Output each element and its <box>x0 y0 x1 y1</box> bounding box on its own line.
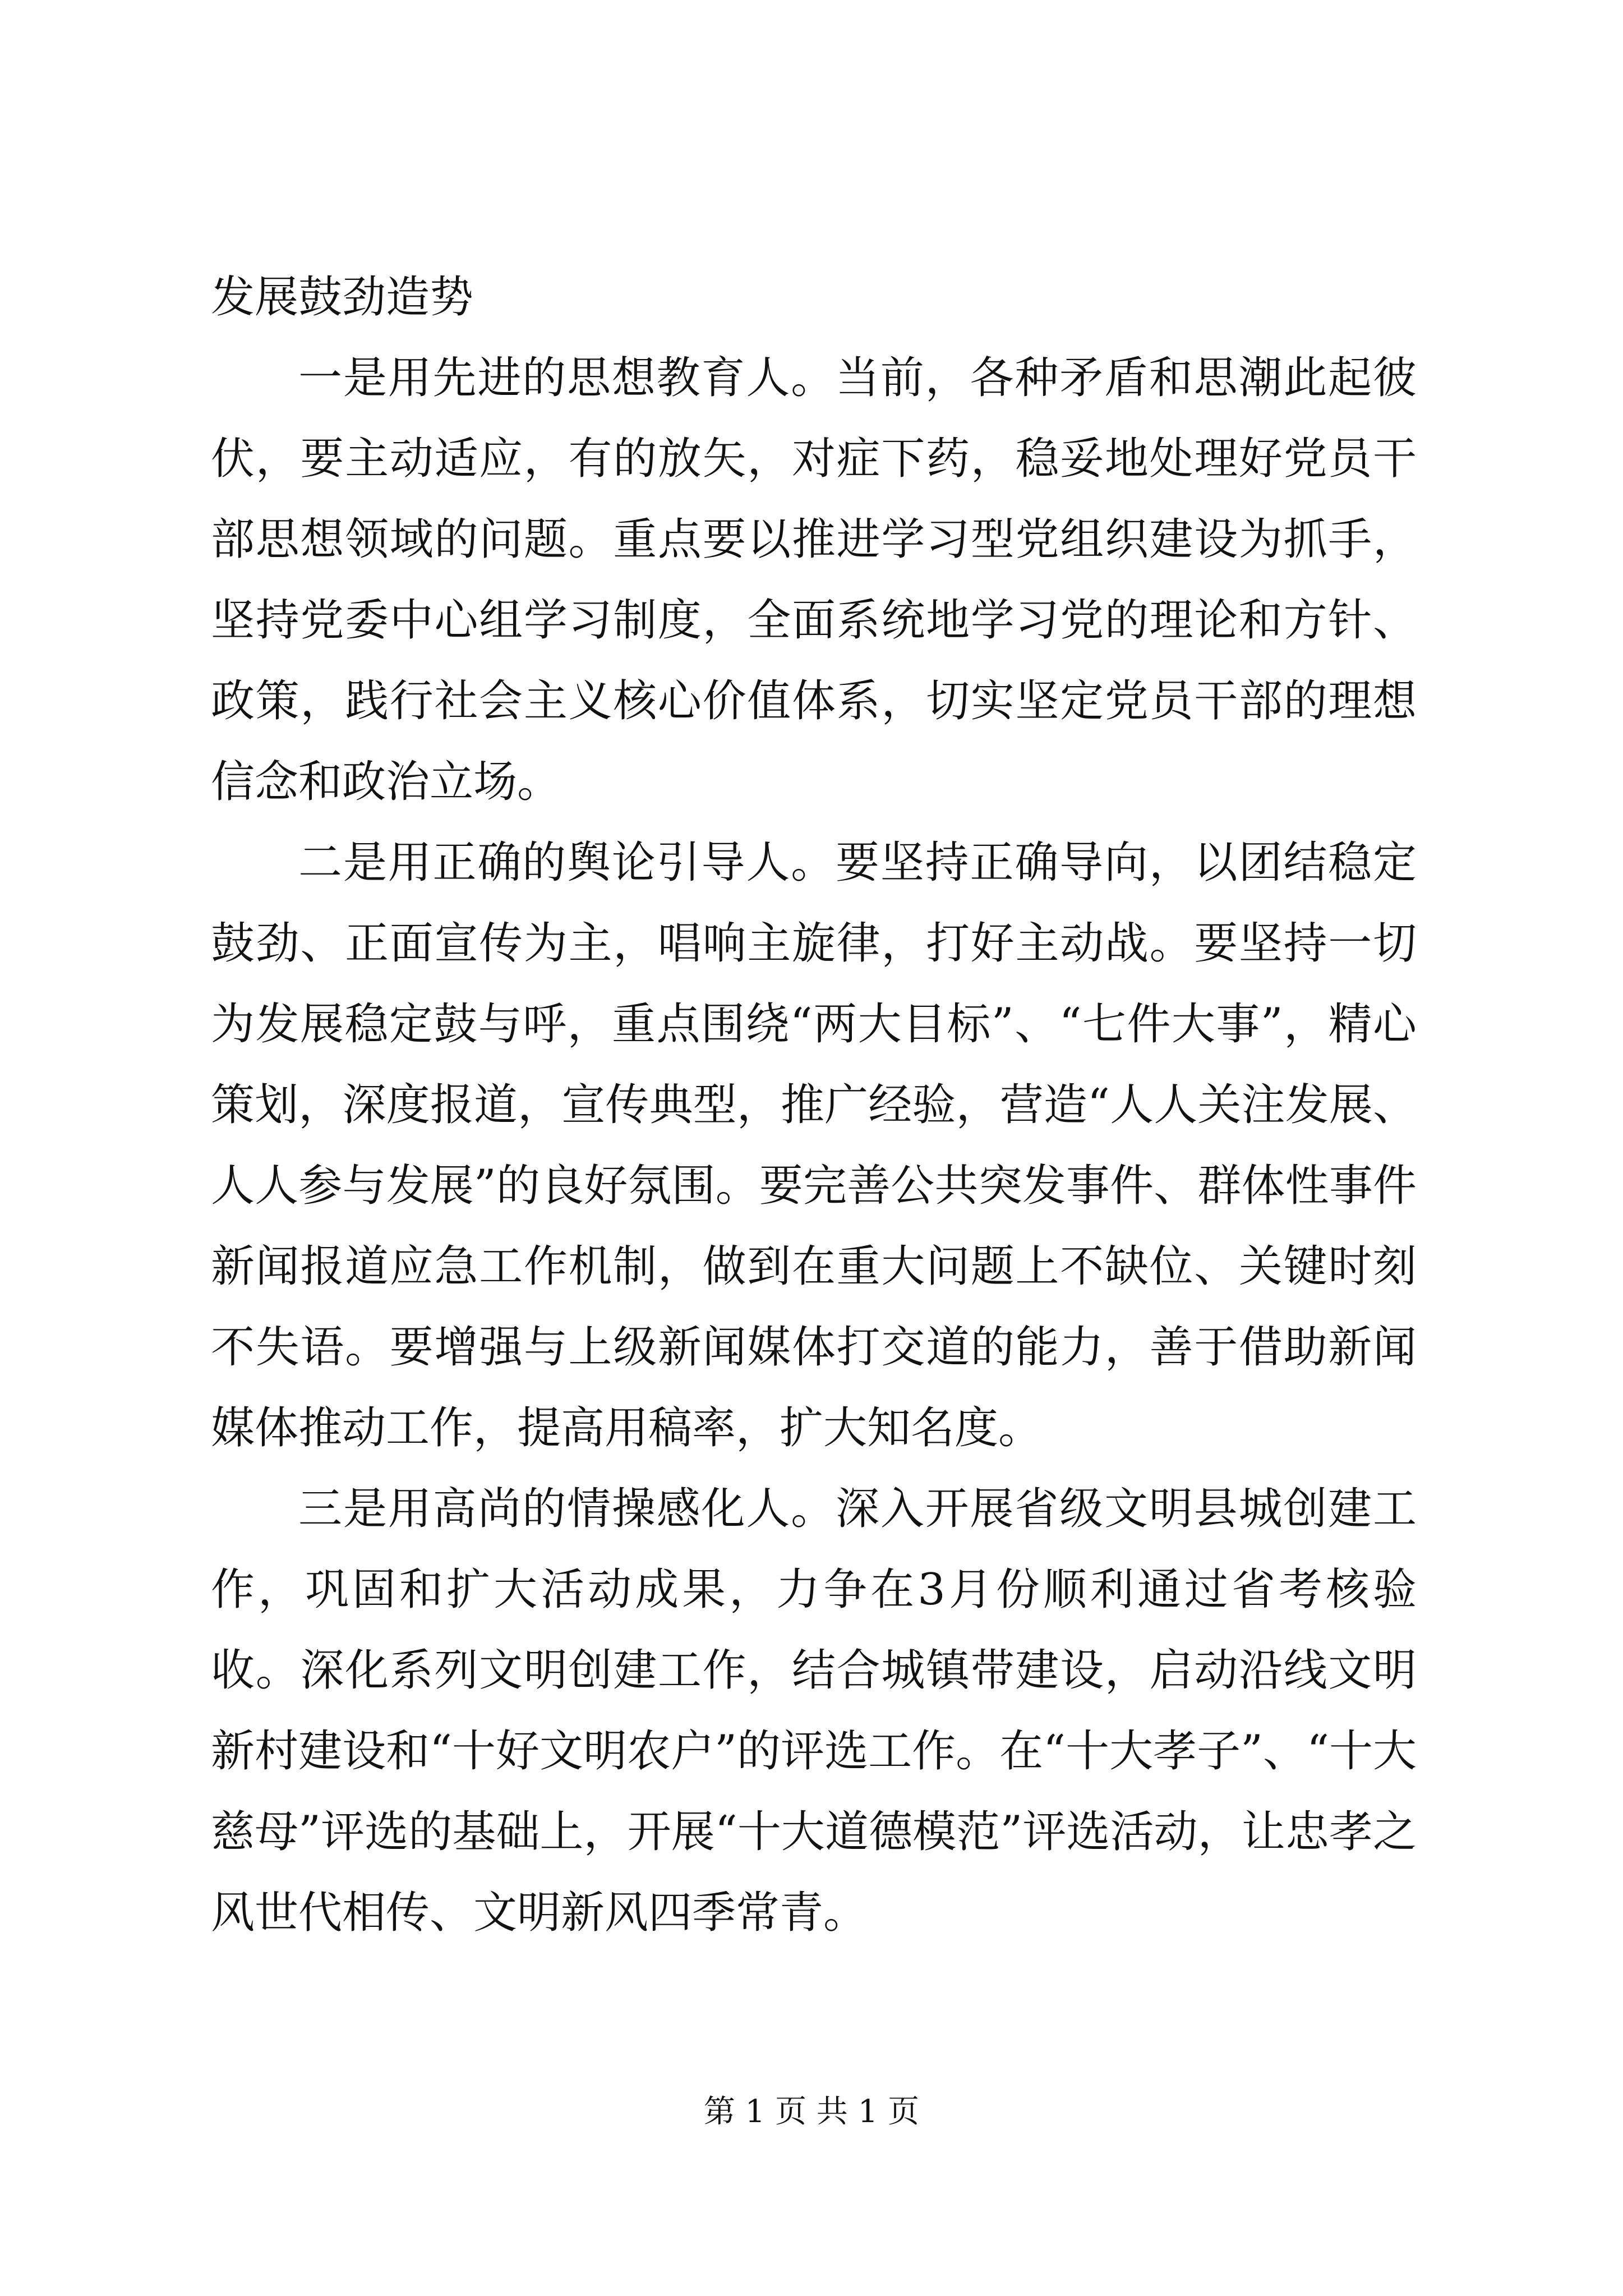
paragraph-2: 二是用正确的舆论引导人。要坚持正确导向，以团结稳定鼓劲、正面宣传为主，唱响主旋律，打好主动战。要坚持一切为发展稳定鼓与呼，重点围绕“两大目标”、“七件大事”，精心策划，深度报道，宣传典型，推广经验，营造“人人关注发展、人人参与发展”的良好氛围。要完善公共突发事件、群体性事件新闻报道应急工作机制，做到在重大问题上不缺位、关键时刻不失语。要增强与上级新闻媒体打交道的能力，善于借助新闻媒体推动工作，提高用稿率，扩大知名度。 <box>211 838 1417 1453</box>
paragraph-1: 一是用先进的思想教育人。当前，各种矛盾和思潮此起彼伏，要主动适应，有的放矢，对症下药，稳妥地处理好党员干部思想领域的问题。重点要以推进学习型党组织建设为抓手，坚持党委中心组学习制度，全面系统地学习党的理论和方针、政策，践行社会主义核心价值体系，切实坚定党员干部的理想信念和政治立场。 <box>211 353 1417 807</box>
section-heading: 发展鼓劲造势 <box>211 272 474 323</box>
document-body <box>211 257 1417 1953</box>
page-footer: 第 1 页 共 1 页 <box>703 2093 920 2130</box>
paragraph-3: 三是用高尚的情操感化人。深入开展省级文明县城创建工作，巩固和扩大活动成果，力争在3月份顺利通过省考核验收。深化系列文明创建工作，结合城镇带建设，启动沿线文明新村建设和“十好文明农户”的评选工作。在“十大孝子”、“十大慈母”评选的基础上，开展“十大道德模范”评选活动，让忠孝之风世代相传、文明新风四季常青。 <box>211 1484 1417 1938</box>
